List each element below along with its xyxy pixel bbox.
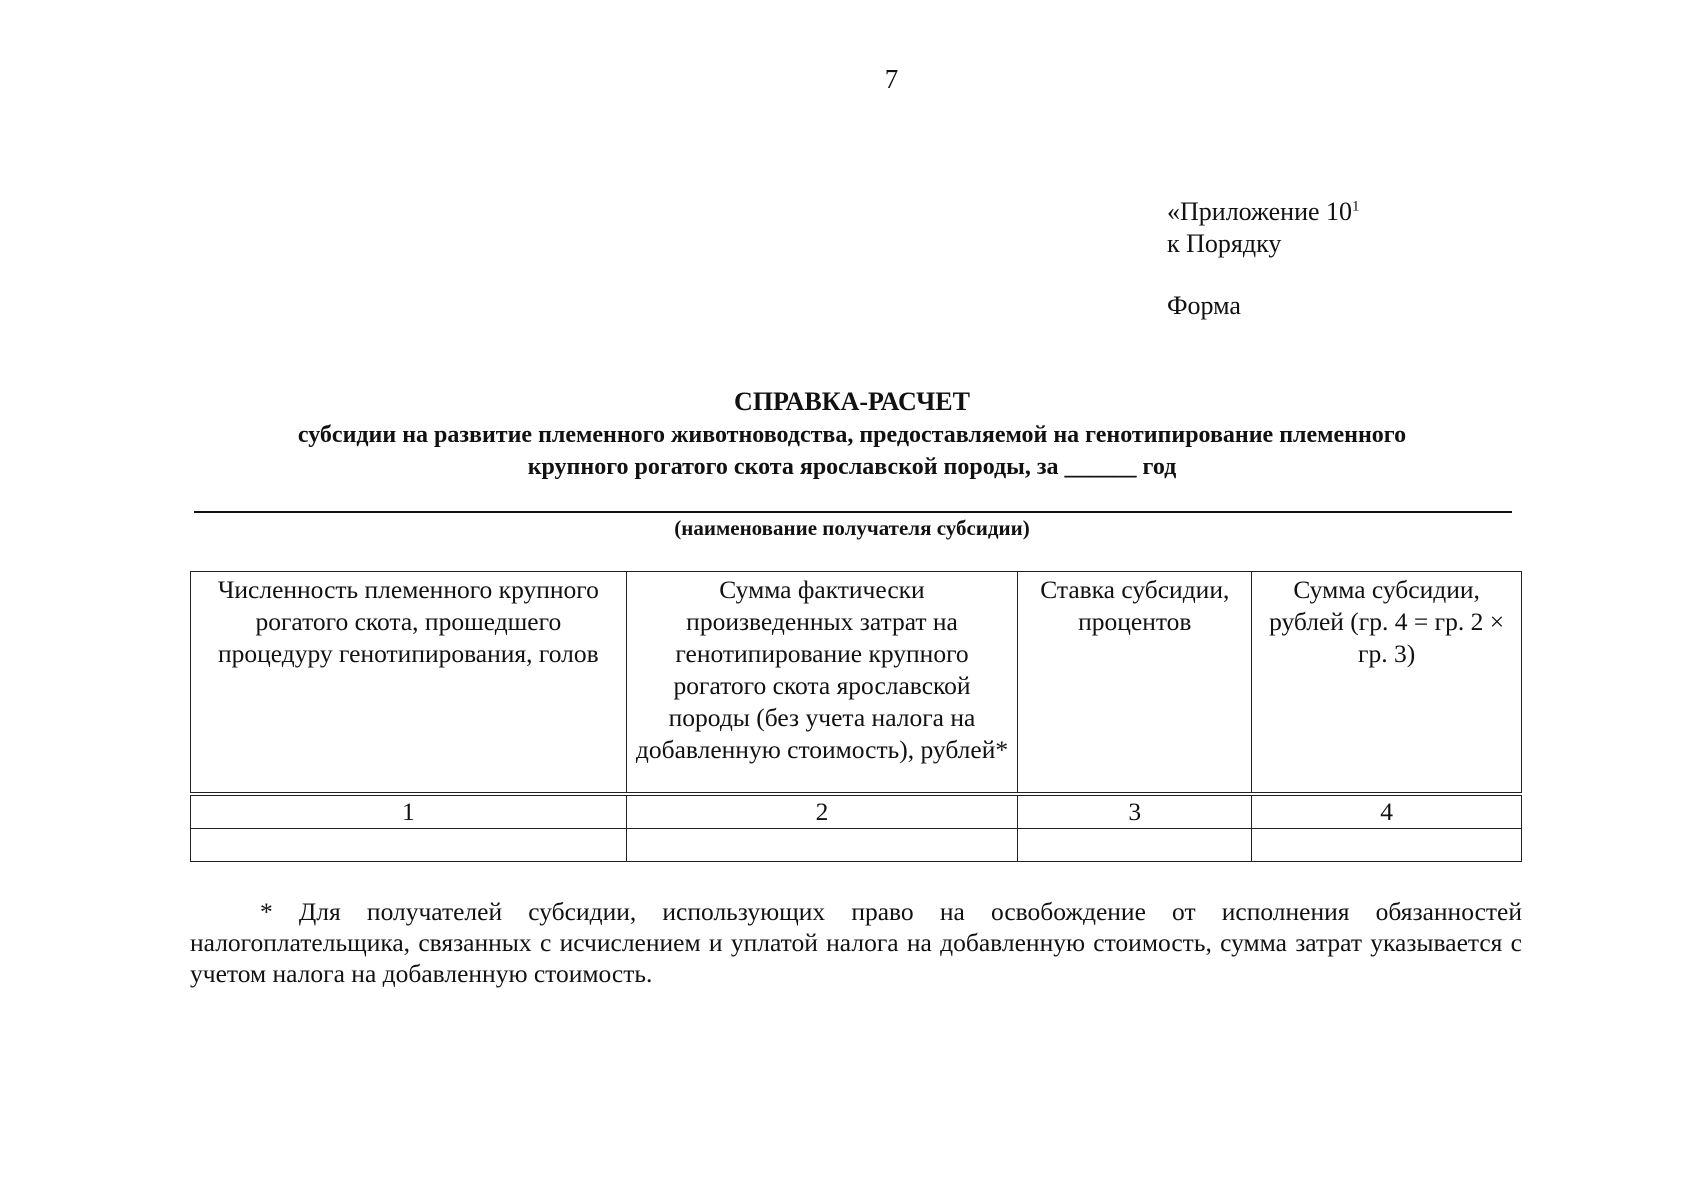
header-actual-costs: Сумма фактически произведенных затрат на генотипирование крупного рогатого скота ярославской породы (без учета налога на добавленную стоимость), рублей* xyxy=(626,572,1018,795)
form-label: Форма xyxy=(1167,291,1241,320)
column-number: 4 xyxy=(1252,794,1522,829)
appendix-title xyxy=(1167,196,1360,228)
recipient-caption: (наименование получателя субсидии) xyxy=(674,516,1030,540)
document-heading xyxy=(192,385,1512,483)
column-number: 3 xyxy=(1018,794,1252,829)
column-number: 1 xyxy=(191,794,627,829)
table-column-numbers-row xyxy=(191,794,1522,829)
header-subsidy-rate: Ставка субсидии, процентов xyxy=(1018,572,1252,795)
recipient-name-line xyxy=(194,511,1512,513)
table-row xyxy=(191,829,1522,862)
document-subtitle-line-2: крупного рогатого скота ярославской породы, за ______ год xyxy=(527,454,1177,480)
appendix-superscript: 1 xyxy=(1352,198,1360,215)
appendix-reference xyxy=(1167,196,1360,260)
table-header-row xyxy=(191,572,1522,795)
header-subsidy-amount: Сумма субсидии, рублей (гр. 4 = гр. 2 × гр. 3) xyxy=(1252,572,1522,795)
appendix-order-ref: к Порядку xyxy=(1167,229,1282,258)
appendix-title-text: «Приложение 10 xyxy=(1167,197,1353,226)
document-title: СПРАВКА-РАСЧЕТ xyxy=(734,387,970,416)
subsidy-amount-cell[interactable] xyxy=(1252,829,1522,862)
header-livestock-count: Численность племенного крупного рогатого скота, прошедшего процедуру генотипирования, голов xyxy=(191,572,627,795)
page-number: 7 xyxy=(884,64,899,94)
livestock-count-cell[interactable] xyxy=(191,829,627,862)
footnote: * Для получателей субсидии, использующих право на освобождение от исполнения обязанностей налогоплательщика, связанных с исчислением и уплатой налога на добавленную стоимость, сумма затрат указывается с учетом налога на добавленную стоимость. xyxy=(190,897,1522,988)
subsidy-rate-cell[interactable] xyxy=(1018,829,1252,862)
actual-costs-cell[interactable] xyxy=(626,829,1018,862)
document-subtitle-line-1: субсидии на развитие племенного животноводства, предоставляемой на генотипирование племенного xyxy=(297,422,1407,448)
column-number: 2 xyxy=(626,794,1018,829)
calculation-table xyxy=(190,571,1522,862)
